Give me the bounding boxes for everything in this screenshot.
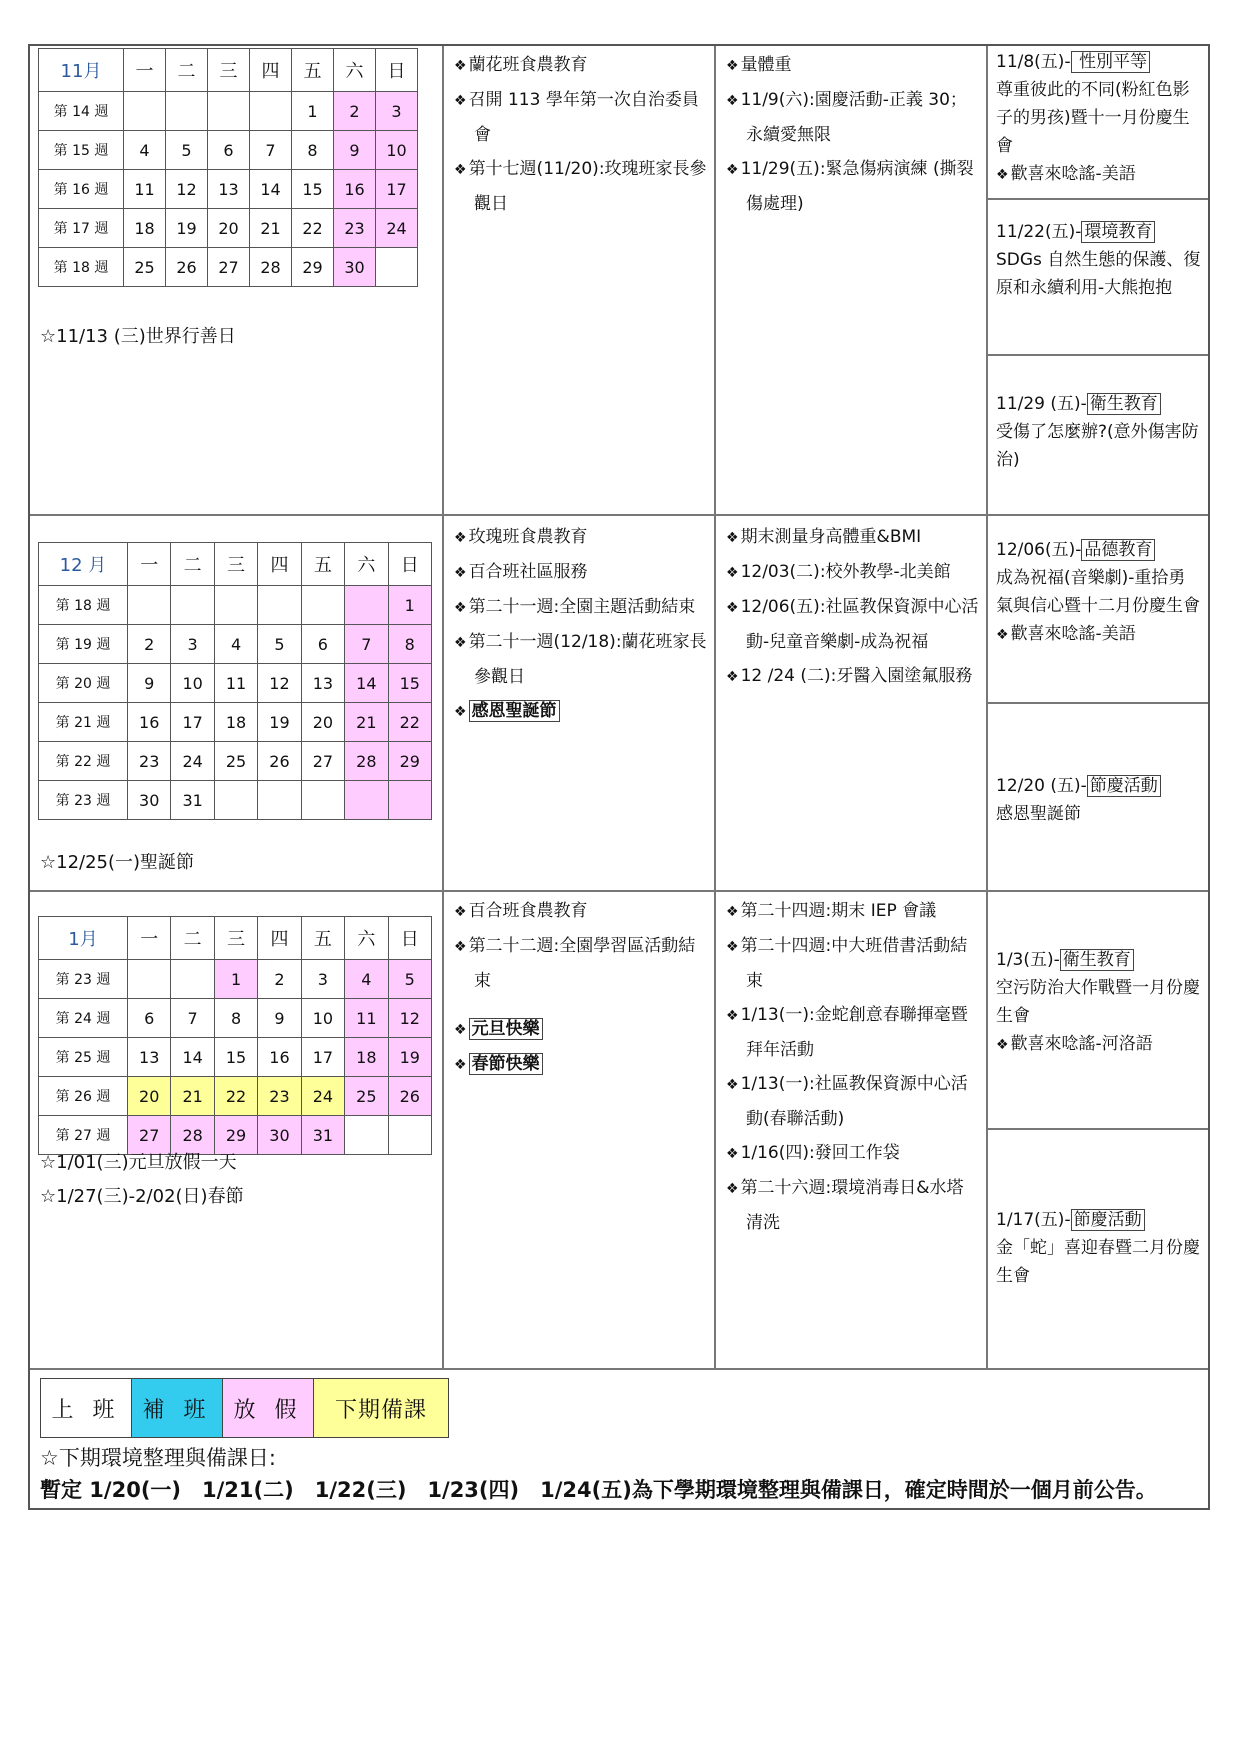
month-label: 11月 (39, 49, 124, 92)
december-themes (988, 516, 1208, 890)
day-cell: 11 (345, 999, 388, 1038)
day-cell: 19 (166, 209, 208, 248)
january-activities (444, 892, 716, 1368)
day-cell: 10 (376, 131, 418, 170)
day-cell: 30 (258, 1116, 301, 1155)
event-item: ❖ 第二十四週:期末 IEP 會議 (726, 894, 980, 929)
december-calendar-cell (30, 516, 444, 890)
january-calendar (38, 916, 432, 1155)
day-cell (128, 586, 171, 625)
event-item: ❖ 第二十一週:全園主題活動結束 (454, 590, 708, 625)
week-label: 第 19 週 (39, 625, 128, 664)
day-cell: 25 (345, 1077, 388, 1116)
day-cell: 16 (334, 170, 376, 209)
event-item-highlight: ❖ 元旦快樂 (454, 1012, 708, 1047)
week-label: 第 23 週 (39, 960, 128, 999)
week-label: 第 16 週 (39, 170, 124, 209)
week-row (39, 703, 432, 742)
january-row (30, 892, 1208, 1370)
theme-tag: 節慶活動 (1071, 1209, 1145, 1231)
theme-item: 1/3(五)- 衛生教育 空污防治大作戰暨一月份慶生會 ❖ 歡喜來唸謠-河洛語 (996, 946, 1202, 1059)
weekday-header: 二 (171, 543, 214, 586)
day-cell: 4 (345, 960, 388, 999)
day-cell: 26 (258, 742, 301, 781)
event-item: ❖ 第二十六週:環境消毒日&水塔清洗 (726, 1171, 980, 1240)
day-cell (208, 92, 250, 131)
day-cell: 22 (388, 703, 431, 742)
day-cell (345, 1116, 388, 1155)
day-cell: 24 (171, 742, 214, 781)
day-cell: 12 (388, 999, 431, 1038)
day-cell: 8 (214, 999, 257, 1038)
day-cell: 19 (258, 703, 301, 742)
day-cell: 25 (124, 248, 166, 287)
week-label: 第 27 週 (39, 1116, 128, 1155)
weekday-header: 三 (208, 49, 250, 92)
event-item: ❖ 11/29(五):緊急傷病演練 (撕裂傷處理) (726, 152, 980, 221)
week-row (39, 248, 418, 287)
footer (30, 1370, 1208, 1508)
november-themes (988, 46, 1208, 514)
weekday-header: 四 (258, 543, 301, 586)
day-cell: 25 (214, 742, 257, 781)
event-item: ❖ 蘭花班食農教育 (454, 48, 708, 83)
day-cell: 23 (258, 1077, 301, 1116)
day-cell: 29 (388, 742, 431, 781)
day-cell: 1 (292, 92, 334, 131)
day-cell: 7 (345, 625, 388, 664)
day-cell: 18 (214, 703, 257, 742)
theme-tag: 節慶活動 (1087, 775, 1161, 797)
event-item: ❖ 百合班食農教育 (454, 894, 708, 929)
event-item: ❖ 量體重 (726, 48, 980, 83)
day-cell: 12 (258, 664, 301, 703)
day-cell: 30 (128, 781, 171, 820)
day-cell: 16 (128, 703, 171, 742)
event-item: ❖ 第二十四週:中大班借書活動結束 (726, 929, 980, 998)
day-cell (214, 781, 257, 820)
event-item: ❖ 玫瑰班食農教育 (454, 520, 708, 555)
event-item: ❖ 1/13(一):金蛇創意春聯揮毫暨拜年活動 (726, 998, 980, 1067)
day-cell: 10 (171, 664, 214, 703)
day-cell: 8 (388, 625, 431, 664)
weekday-header: 六 (345, 917, 388, 960)
week-label: 第 14 週 (39, 92, 124, 131)
day-cell: 13 (208, 170, 250, 209)
day-cell: 21 (345, 703, 388, 742)
day-cell: 27 (208, 248, 250, 287)
legend-prep: 下期備課 (314, 1379, 449, 1438)
event-item-highlight: ❖ 春節快樂 (454, 1047, 708, 1082)
day-cell (250, 92, 292, 131)
day-cell (388, 781, 431, 820)
weekday-header: 一 (128, 543, 171, 586)
day-cell (171, 586, 214, 625)
day-cell: 28 (345, 742, 388, 781)
november-row (30, 46, 1208, 516)
day-cell (388, 1116, 431, 1155)
day-cell (171, 960, 214, 999)
day-cell: 14 (345, 664, 388, 703)
theme-item: 11/8(五)- 性別平等 尊重彼此的不同(粉紅色影子的男孩)暨十一月份慶生會 ❖ 歡喜來唸謠-美語 (996, 48, 1202, 189)
theme-item: 11/22(五)- 環境教育 SDGs 自然生態的保護、復原和永續利用-大熊抱抱 (996, 222, 1201, 298)
legend-makeup: 補 班 (132, 1379, 223, 1438)
weekday-header: 日 (388, 543, 431, 586)
day-cell: 20 (301, 703, 344, 742)
day-cell (345, 781, 388, 820)
day-cell: 26 (388, 1077, 431, 1116)
theme-item: 11/29 (五)- 衛生教育 受傷了怎麼辦?(意外傷害防治) (996, 394, 1199, 470)
day-cell: 6 (301, 625, 344, 664)
day-cell: 2 (128, 625, 171, 664)
legend-work: 上 班 (41, 1379, 132, 1438)
day-cell: 30 (334, 248, 376, 287)
weekday-header: 一 (124, 49, 166, 92)
weekday-header: 二 (166, 49, 208, 92)
day-cell: 9 (258, 999, 301, 1038)
week-label: 第 20 週 (39, 664, 128, 703)
day-cell: 6 (208, 131, 250, 170)
day-cell: 16 (258, 1038, 301, 1077)
day-cell: 13 (128, 1038, 171, 1077)
week-row (39, 625, 432, 664)
day-cell (301, 586, 344, 625)
weekday-header: 四 (250, 49, 292, 92)
week-row (39, 781, 432, 820)
week-label: 第 22 週 (39, 742, 128, 781)
weekday-header: 五 (292, 49, 334, 92)
day-cell: 10 (301, 999, 344, 1038)
day-cell: 18 (124, 209, 166, 248)
event-item: ❖ 12/06(五):社區教保資源中心活動-兒童音樂劇-成為祝福 (726, 590, 980, 659)
december-activities (444, 516, 716, 890)
theme-item: 1/17(五)- 節慶活動 金「蛇」喜迎春暨二月份慶生會 (996, 1210, 1200, 1286)
weekday-header: 四 (258, 917, 301, 960)
weekday-header: 日 (388, 917, 431, 960)
day-cell: 7 (250, 131, 292, 170)
day-cell: 2 (258, 960, 301, 999)
theme-item: 12/06(五)- 品德教育 成為祝福(音樂劇)-重拾勇氣與信心暨十二月份慶生會 ❖ 歡喜來唸謠-美語 (996, 536, 1202, 649)
day-cell: 5 (258, 625, 301, 664)
day-cell: 15 (388, 664, 431, 703)
day-cell: 1 (388, 586, 431, 625)
week-label: 第 23 週 (39, 781, 128, 820)
event-item: ❖ 12/03(二):校外教學-北美館 (726, 555, 980, 590)
day-cell: 17 (376, 170, 418, 209)
day-cell: 31 (301, 1116, 344, 1155)
january-calendar-cell (30, 892, 444, 1368)
day-cell: 5 (388, 960, 431, 999)
month-label: 12 月 (39, 543, 128, 586)
december-note: ☆12/25(一)聖誕節 (40, 852, 195, 873)
day-cell: 20 (208, 209, 250, 248)
day-cell: 14 (250, 170, 292, 209)
day-cell: 1 (214, 960, 257, 999)
event-item: ❖ 百合班社區服務 (454, 555, 708, 590)
day-cell: 23 (334, 209, 376, 248)
day-cell: 24 (376, 209, 418, 248)
week-row (39, 170, 418, 209)
week-label: 第 26 週 (39, 1077, 128, 1116)
weekday-header: 二 (171, 917, 214, 960)
weekday-header: 三 (214, 917, 257, 960)
week-row (39, 131, 418, 170)
week-label: 第 24 週 (39, 999, 128, 1038)
day-cell (258, 781, 301, 820)
day-cell: 31 (171, 781, 214, 820)
day-cell: 26 (166, 248, 208, 287)
week-label: 第 25 週 (39, 1038, 128, 1077)
legend-holiday: 放 假 (223, 1379, 314, 1438)
event-item: ❖ 召開 113 學年第一次自治委員會 (454, 83, 708, 152)
theme-tag: 品德教育 (1081, 539, 1155, 561)
day-cell: 28 (171, 1116, 214, 1155)
day-cell: 12 (166, 170, 208, 209)
day-cell (376, 248, 418, 287)
day-cell: 29 (214, 1116, 257, 1155)
theme-tag: 性別平等 (1071, 51, 1150, 73)
week-row (39, 92, 418, 131)
week-row (39, 1077, 432, 1116)
day-cell: 4 (214, 625, 257, 664)
event-item: ❖ 第十七週(11/20):玫瑰班家長參觀日 (454, 152, 708, 221)
event-item: ❖ 12 /24 (二):牙醫入園塗氟服務 (726, 659, 980, 694)
day-cell: 22 (214, 1077, 257, 1116)
november-activities (444, 46, 716, 514)
week-label: 第 15 週 (39, 131, 124, 170)
week-label: 第 17 週 (39, 209, 124, 248)
day-cell (345, 586, 388, 625)
day-cell (124, 92, 166, 131)
day-cell: 5 (166, 131, 208, 170)
event-item: ❖ 11/9(六):園慶活動-正義 30；永續愛無限 (726, 83, 980, 152)
day-cell: 27 (301, 742, 344, 781)
day-cell: 13 (301, 664, 344, 703)
november-note: ☆11/13 (三)世界行善日 (40, 326, 236, 347)
day-cell (258, 586, 301, 625)
week-label: 第 18 週 (39, 248, 124, 287)
month-label: 1月 (39, 917, 128, 960)
day-cell: 9 (128, 664, 171, 703)
december-calendar (38, 542, 432, 820)
day-cell: 27 (128, 1116, 171, 1155)
day-cell: 22 (292, 209, 334, 248)
week-row (39, 664, 432, 703)
day-cell: 9 (334, 131, 376, 170)
day-cell: 21 (250, 209, 292, 248)
day-cell: 3 (376, 92, 418, 131)
week-row (39, 209, 418, 248)
weekday-header: 五 (301, 917, 344, 960)
weekday-header: 六 (334, 49, 376, 92)
november-calendar-cell (30, 46, 444, 514)
day-cell: 3 (171, 625, 214, 664)
theme-tag: 環境教育 (1081, 221, 1155, 243)
january-events (716, 892, 988, 1368)
day-cell: 11 (214, 664, 257, 703)
weekday-header: 五 (301, 543, 344, 586)
footer-note-detail: 暫定 1/20(一) 1/21(二) 1/22(三) 1/23(四) 1/24(五)為下學期環境整理與備課日，確定時間於一個月前公告。 (40, 1478, 1157, 1502)
day-cell: 21 (171, 1077, 214, 1116)
week-row (39, 742, 432, 781)
week-row (39, 586, 432, 625)
day-cell: 23 (128, 742, 171, 781)
day-cell (128, 960, 171, 999)
weekday-header: 三 (214, 543, 257, 586)
november-calendar (38, 48, 418, 287)
day-cell: 4 (124, 131, 166, 170)
event-item: ❖ 第二十一週(12/18):蘭花班家長參觀日 (454, 625, 708, 694)
week-row (39, 1038, 432, 1077)
day-cell: 18 (345, 1038, 388, 1077)
theme-tag: 衛生教育 (1060, 949, 1134, 971)
day-cell: 15 (214, 1038, 257, 1077)
day-cell: 7 (171, 999, 214, 1038)
day-cell: 17 (301, 1038, 344, 1077)
calendar-frame (28, 44, 1210, 1510)
week-label: 第 18 週 (39, 586, 128, 625)
weekday-header: 一 (128, 917, 171, 960)
week-row (39, 960, 432, 999)
event-item: ❖ 1/13(一):社區教保資源中心活動(春聯活動) (726, 1067, 980, 1136)
legend (40, 1378, 449, 1438)
week-label: 第 21 週 (39, 703, 128, 742)
day-cell (301, 781, 344, 820)
day-cell (166, 92, 208, 131)
weekday-header: 日 (376, 49, 418, 92)
day-cell: 2 (334, 92, 376, 131)
theme-item: 12/20 (五)- 節慶活動 感恩聖誕節 (996, 772, 1202, 828)
december-row (30, 516, 1208, 892)
day-cell: 28 (250, 248, 292, 287)
theme-tag: 衛生教育 (1087, 393, 1161, 415)
event-item-highlight: ❖ 感恩聖誕節 (454, 694, 708, 729)
event-item: ❖ 第二十二週:全園學習區活動結束 (454, 929, 708, 998)
day-cell (214, 586, 257, 625)
day-cell: 3 (301, 960, 344, 999)
week-row (39, 999, 432, 1038)
day-cell: 15 (292, 170, 334, 209)
event-item: ❖ 期末測量身高體重&BMI (726, 520, 980, 555)
january-notes: ☆1/01(三)元旦放假一天 ☆1/27(三)-2/02(日)春節 (40, 1152, 244, 1207)
day-cell: 19 (388, 1038, 431, 1077)
day-cell: 24 (301, 1077, 344, 1116)
january-themes (988, 892, 1208, 1368)
day-cell: 20 (128, 1077, 171, 1116)
footer-note-title: ☆下期環境整理與備課日: (40, 1446, 276, 1470)
weekday-header: 六 (345, 543, 388, 586)
day-cell: 14 (171, 1038, 214, 1077)
day-cell: 11 (124, 170, 166, 209)
day-cell: 17 (171, 703, 214, 742)
december-events (716, 516, 988, 890)
november-events (716, 46, 988, 514)
day-cell: 29 (292, 248, 334, 287)
day-cell: 8 (292, 131, 334, 170)
event-item: ❖ 1/16(四):發回工作袋 (726, 1136, 980, 1171)
day-cell: 6 (128, 999, 171, 1038)
